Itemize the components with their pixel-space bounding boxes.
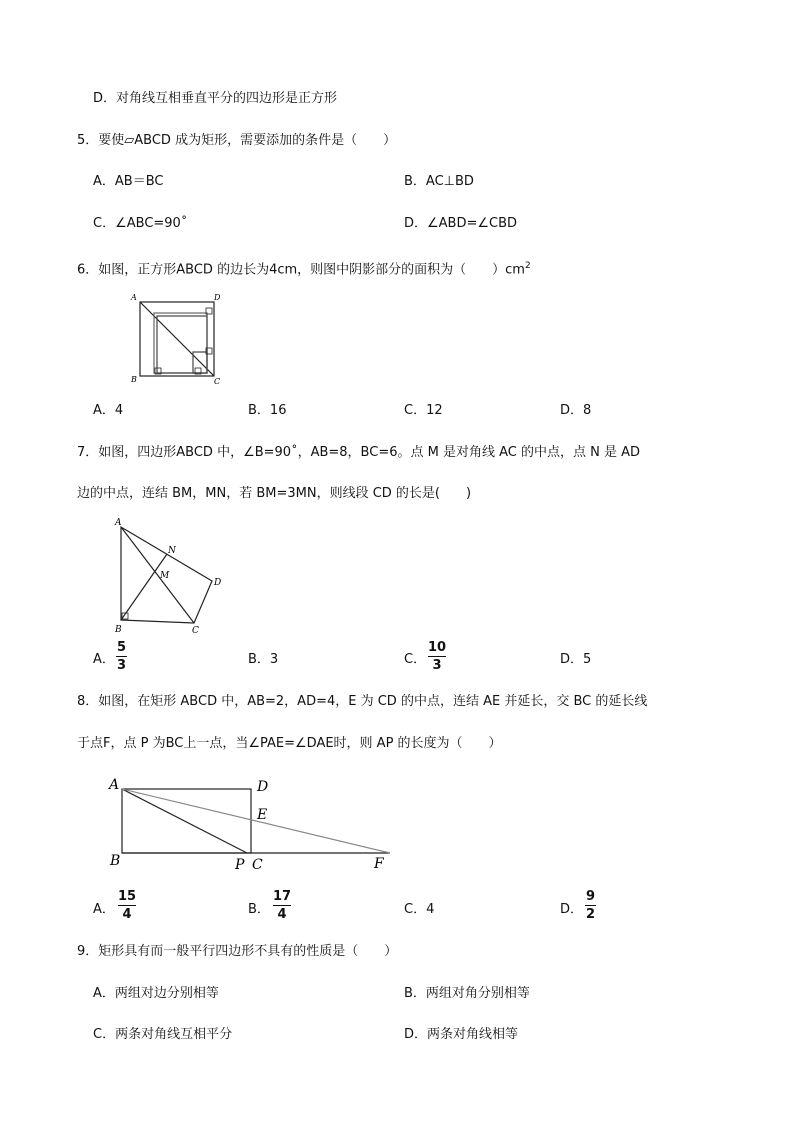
q8-label-f: F [374,856,384,872]
q5-option-b: B．AC⊥BD [404,174,474,189]
q5-stem: 5．要使▱ABCD 成为矩形，需要添加的条件是（ ） [77,133,397,148]
q8-option-a-denominator: 4 [122,907,132,922]
q8-option-d-fraction [585,889,596,922]
q8-label-a: A [109,777,120,793]
fraction-bar [428,656,446,657]
q8-label-e: E [257,807,268,823]
q8-label-p: P [235,857,245,873]
q8-option-b-fraction [273,889,291,922]
q8-segment-af [122,789,390,853]
q7-option-a-denominator: 3 [116,658,127,673]
q8-figure [100,772,400,872]
q8-option-b-label: B． [248,902,270,917]
q6-option-a: A．4 [93,403,124,418]
q7-option-d: D．5 [560,652,592,667]
q6-stem: 6．如图，正方形ABCD 的边长为4cm，则图中阴影部分的面积为（ ）$cm^2$ [77,261,531,278]
q6-label-a: A [131,293,137,302]
q7-option-b: B．3 [248,652,279,667]
q9-option-c: C．两条对角线互相平分 [93,1027,233,1042]
q8-option-d-denominator: 2 [585,907,596,922]
q7-label-c: C [192,626,199,636]
q8-stem-line-2: 于点F，点 P 为BC上一点，当∠PAE=∠DAE时，则 AP 的长度为（ ） [77,736,502,751]
q9-option-d: D．两条对角线相等 [404,1027,519,1042]
q7-option-c-numerator: 10 [428,640,447,655]
q6-label-d: D [214,293,221,302]
q6-label-b: B [131,375,137,384]
q7-option-a-fraction [116,640,127,673]
q7-stem-line-2: 边的中点，连结 BM，MN，若 BM=3MN，则线段 CD 的长是( ) [77,486,472,501]
q8-option-a-fraction [118,889,136,922]
q8-label-c: C [252,857,263,873]
fraction-bar [585,905,596,906]
q8-stem-line-1: 8．如图，在矩形 ABCD 中，AB=2，AD=4，E 为 CD 的中点，连结 AE 并延长，交 BC 的延长线 [77,694,648,709]
q8-option-a-numerator: 15 [118,889,137,904]
q7-option-c-label: C． [404,652,427,667]
q7-label-d: D [214,578,222,588]
q6-option-b: B．16 [248,403,287,418]
fraction-bar [118,905,136,906]
q7-option-c-denominator: 3 [432,658,442,673]
q7-label-n: N [168,546,176,556]
q5-option-d: D．∠ABD=∠CBD [404,216,518,231]
q5-option-c: C．∠ABC=90˚ [93,216,188,231]
q6-option-d: D．8 [560,403,592,418]
q8-label-b: B [110,853,121,869]
q8-segment-ap [122,789,247,853]
fraction-bar [273,905,291,906]
q7-label-m: M [160,571,170,581]
q6-figure [125,290,225,385]
q7-segment-bn [121,554,167,620]
q8-option-b-numerator: 17 [273,889,292,904]
q9-option-b: B．两组对角分别相等 [404,986,530,1001]
q7-figure [110,515,240,635]
q7-stem-line-1: 7．如图，四边形ABCD 中，∠B=90˚，AB=8，BC=6。点 M 是对角线 AC 的中点，点 N 是 AD [77,445,640,460]
q9-stem: 9．矩形具有而一般平行四边形不具有的性质是（ ） [77,944,398,959]
q8-option-d-numerator: 9 [585,889,596,904]
q8-option-a-label: A． [93,902,115,917]
q6-label-c: C [214,377,221,386]
q9-option-a: A．两组对边分别相等 [93,986,219,1001]
fraction-bar [116,656,127,657]
q7-option-a-numerator: 5 [116,640,127,655]
q7-diagonal-ac [121,527,194,623]
q8-option-b-denominator: 4 [277,907,287,922]
q8-label-d: D [257,779,269,795]
q4-option-d: D．对角线互相垂直平分的四边形是正方形 [93,91,338,106]
q7-label-a: A [115,518,122,528]
q6-option-c: C．12 [404,403,443,418]
q8-option-c: C．4 [404,902,435,917]
q7-label-b: B [115,625,122,635]
q7-option-c-fraction [428,640,446,673]
q8-option-d-label: D． [560,902,584,917]
q7-option-a-label: A． [93,652,115,667]
q5-option-a: A．AB＝BC [93,174,164,189]
